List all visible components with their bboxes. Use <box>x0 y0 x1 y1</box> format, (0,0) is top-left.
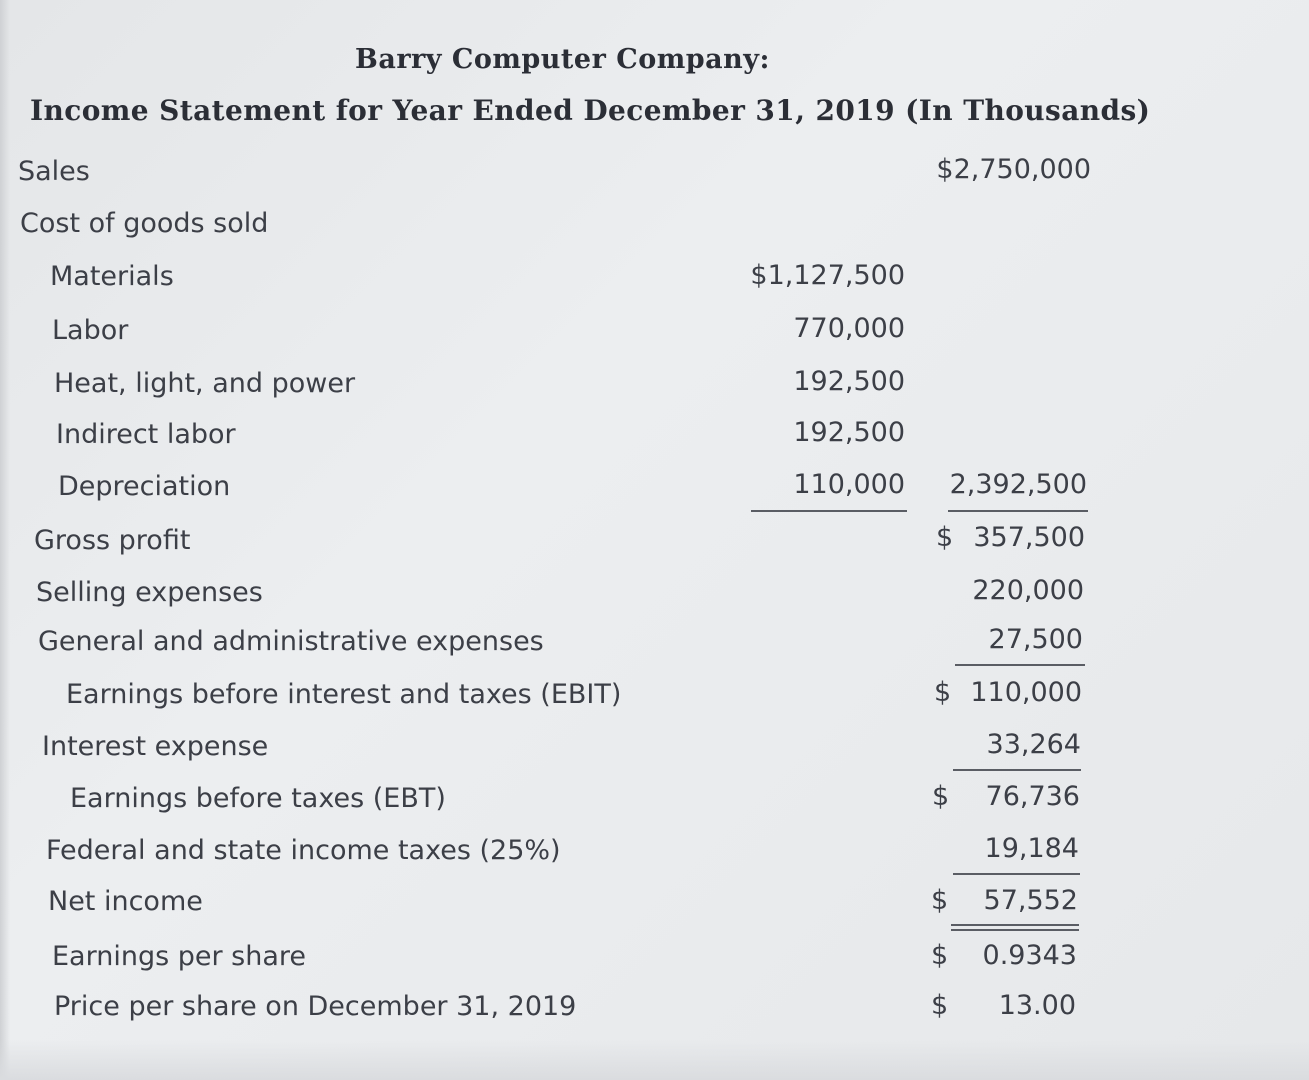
taxes-total: 19,184 <box>984 833 1079 864</box>
indirect-labor-label: Indirect labor <box>56 419 236 450</box>
net-income-total: 57,552 <box>983 885 1078 916</box>
price-per-share-total: 13.00 <box>998 990 1076 1021</box>
heat-amount: 192,500 <box>793 366 905 397</box>
net-income-double-rule-top <box>951 924 1079 926</box>
net-income-dollar: $ <box>931 885 949 916</box>
indirect-labor-amount: 192,500 <box>793 417 905 448</box>
ebt-label: Earnings before taxes (EBT) <box>70 783 446 814</box>
gross-profit-dollar: $ <box>936 522 954 553</box>
price-per-share-label: Price per share on December 31, 2019 <box>54 991 577 1022</box>
ebit-total: 110,000 <box>970 677 1082 708</box>
expenses-rule <box>955 664 1085 666</box>
statement-title: Income Statement for Year Ended December 31, 2019 (In Thousands) <box>30 94 1151 127</box>
interest-expense-total: 33,264 <box>986 729 1081 760</box>
heat-label: Heat, light, and power <box>54 368 356 399</box>
ebt-dollar: $ <box>932 781 950 812</box>
gna-expenses-total: 27,500 <box>988 624 1083 655</box>
net-income-label: Net income <box>48 886 203 917</box>
page-edge-shadow <box>0 0 10 1080</box>
eps-total: 0.9343 <box>982 940 1077 971</box>
materials-amount: $1,127,500 <box>750 260 905 291</box>
company-title: Barry Computer Company: <box>355 44 770 75</box>
interest-rule <box>953 769 1081 771</box>
labor-amount: 770,000 <box>793 313 905 344</box>
depreciation-label: Depreciation <box>58 471 231 502</box>
ebt-total: 76,736 <box>985 781 1080 812</box>
sales-total: $2,750,000 <box>936 154 1091 185</box>
selling-expenses-label: Selling expenses <box>36 577 263 608</box>
cogs-total-rule <box>948 510 1088 512</box>
labor-label: Labor <box>52 315 129 346</box>
page-bottom-shadow <box>0 1040 1309 1080</box>
gna-expenses-label: General and administrative expenses <box>38 626 544 657</box>
subtotal-rule <box>751 510 907 512</box>
price-per-share-dollar: $ <box>931 990 949 1021</box>
cogs-label: Cost of goods sold <box>20 208 269 239</box>
eps-label: Earnings per share <box>52 941 307 972</box>
interest-expense-label: Interest expense <box>42 731 269 762</box>
ebit-label: Earnings before interest and taxes (EBIT) <box>66 679 622 710</box>
taxes-label: Federal and state income taxes (25%) <box>46 835 561 866</box>
gross-profit-label: Gross profit <box>34 525 191 556</box>
gross-profit-total: 357,500 <box>973 522 1085 553</box>
ebit-dollar: $ <box>934 677 952 708</box>
taxes-rule <box>953 873 1080 875</box>
eps-dollar: $ <box>931 940 949 971</box>
cogs-total: 2,392,500 <box>949 469 1087 500</box>
materials-label: Materials <box>50 261 174 292</box>
selling-expenses-total: 220,000 <box>972 575 1084 606</box>
depreciation-amount: 110,000 <box>793 469 905 500</box>
net-income-double-rule-bottom <box>951 929 1079 931</box>
sales-label: Sales <box>18 156 90 187</box>
